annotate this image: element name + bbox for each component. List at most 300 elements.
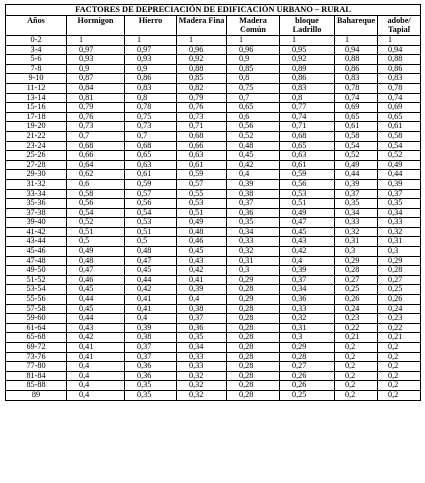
factor-cell: 0,97 [67, 45, 125, 55]
factor-cell: 0,37 [125, 352, 177, 362]
factor-cell: 0,2 [335, 390, 378, 400]
factor-cell: 0,79 [177, 93, 227, 103]
factor-cell: 0,35 [177, 333, 227, 343]
table-row [6, 295, 421, 305]
factor-cell: 0,63 [125, 160, 177, 170]
factor-cell: 1 [227, 36, 280, 46]
factor-cell: 0,35 [378, 199, 421, 209]
factor-cell: 0,68 [125, 141, 177, 151]
table-row [6, 189, 421, 199]
factor-cell: 0,48 [177, 227, 227, 237]
factor-cell: 0,44 [335, 170, 378, 180]
factor-cell: 1 [280, 36, 335, 46]
factor-cell: 0,74 [280, 112, 335, 122]
factor-cell: 0,37 [280, 275, 335, 285]
years-cell: 33-34 [6, 189, 67, 199]
factor-cell: 0,58 [335, 131, 378, 141]
factor-cell: 0,86 [280, 74, 335, 84]
factor-cell: 0,3 [378, 247, 421, 257]
factor-cell: 0,42 [125, 285, 177, 295]
factor-cell: 0,86 [378, 64, 421, 74]
factor-cell: 0,39 [227, 179, 280, 189]
factor-cell: 0,2 [378, 390, 421, 400]
factor-cell: 0,83 [378, 74, 421, 84]
factor-cell: 0,49 [67, 247, 125, 257]
factor-cell: 1 [125, 36, 177, 46]
table-row [6, 64, 421, 74]
factor-cell: 0,88 [177, 64, 227, 74]
factor-cell: 0,25 [378, 285, 421, 295]
factor-cell: 0,28 [335, 266, 378, 276]
factor-cell: 0,34 [177, 343, 227, 353]
years-cell: 35-36 [6, 199, 67, 209]
factor-cell: 0,93 [67, 55, 125, 65]
factor-cell: 0,25 [280, 390, 335, 400]
factor-cell: 0,82 [177, 83, 227, 93]
years-cell: 31-32 [6, 179, 67, 189]
factor-cell: 0,44 [67, 314, 125, 324]
years-cell: 17-18 [6, 112, 67, 122]
factor-cell: 0,3 [227, 266, 280, 276]
table-row [6, 170, 421, 180]
years-cell: 13-14 [6, 93, 67, 103]
factor-cell: 0,87 [67, 74, 125, 84]
factor-cell: 0,92 [177, 55, 227, 65]
factor-cell: 0,73 [177, 112, 227, 122]
factor-cell: 0,45 [177, 247, 227, 257]
factor-cell: 0,34 [335, 208, 378, 218]
table-row [6, 160, 421, 170]
years-cell: 3-4 [6, 45, 67, 55]
factor-cell: 0,83 [280, 83, 335, 93]
years-cell: 61-64 [6, 323, 67, 333]
table-row [6, 112, 421, 122]
factor-cell: 0,28 [227, 314, 280, 324]
factor-cell: 0,31 [378, 237, 421, 247]
factor-cell: 0,32 [177, 390, 227, 400]
years-cell: 25-26 [6, 151, 67, 161]
table-row [6, 74, 421, 84]
factor-cell: 0,41 [177, 275, 227, 285]
table-row [6, 381, 421, 391]
years-cell: 37-38 [6, 208, 67, 218]
factor-cell: 0,52 [378, 151, 421, 161]
factor-cell: 0,58 [67, 189, 125, 199]
factor-cell: 0,76 [177, 103, 227, 113]
factor-cell: 0,35 [125, 381, 177, 391]
years-cell: 5-6 [6, 55, 67, 65]
factor-cell: 0,63 [280, 151, 335, 161]
years-cell: 73-76 [6, 352, 67, 362]
factor-cell: 0,78 [125, 103, 177, 113]
factor-cell: 0,37 [335, 189, 378, 199]
factor-cell: 0,55 [177, 189, 227, 199]
factor-cell: 0,88 [378, 55, 421, 65]
factor-cell: 0,64 [67, 160, 125, 170]
factor-cell: 0,43 [177, 256, 227, 266]
factor-cell: 0,53 [280, 189, 335, 199]
years-cell: 11-12 [6, 83, 67, 93]
factor-cell: 0,74 [378, 93, 421, 103]
factor-cell: 0,46 [67, 275, 125, 285]
col-header-adobe-tapial: adobe/ Tapial [378, 16, 421, 36]
factor-cell: 0,97 [125, 45, 177, 55]
factor-cell: 0,52 [227, 131, 280, 141]
table-row [6, 256, 421, 266]
factor-cell: 0,39 [378, 179, 421, 189]
factor-cell: 0,9 [67, 64, 125, 74]
years-cell: 53-54 [6, 285, 67, 295]
factor-cell: 0,36 [280, 295, 335, 305]
table-row [6, 55, 421, 65]
factor-cell: 0,4 [227, 170, 280, 180]
table-row [6, 179, 421, 189]
table-row [6, 208, 421, 218]
factor-cell: 0,56 [280, 179, 335, 189]
factor-cell: 0,26 [335, 295, 378, 305]
factor-cell: 0,33 [280, 304, 335, 314]
factor-cell: 0,31 [280, 323, 335, 333]
factor-cell: 0,45 [280, 227, 335, 237]
factor-cell: 0,28 [227, 304, 280, 314]
factor-cell: 0,47 [280, 218, 335, 228]
factor-cell: 0,86 [335, 64, 378, 74]
factor-cell: 0,65 [125, 151, 177, 161]
factor-cell: 0,73 [67, 122, 125, 132]
depreciation-table [5, 4, 421, 401]
years-cell: 19-20 [6, 122, 67, 132]
factor-cell: 0,35 [227, 218, 280, 228]
factor-cell: 0,33 [335, 218, 378, 228]
factor-cell: 0,28 [227, 381, 280, 391]
factor-cell: 0,65 [227, 103, 280, 113]
factor-cell: 0,33 [177, 352, 227, 362]
factor-cell: 0,7 [67, 131, 125, 141]
factor-cell: 0,85 [177, 74, 227, 84]
header-row [6, 16, 421, 36]
years-cell: 9-10 [6, 74, 67, 84]
table-row [6, 343, 421, 353]
factor-cell: 0,85 [227, 64, 280, 74]
factor-cell: 0,49 [335, 160, 378, 170]
factor-cell: 0,32 [280, 314, 335, 324]
factor-cell: 0,4 [67, 390, 125, 400]
years-cell: 0-2 [6, 36, 67, 46]
factor-cell: 0,29 [280, 343, 335, 353]
table-row [6, 227, 421, 237]
col-header-bahareque: Bahareque [335, 16, 378, 36]
years-cell: 65-68 [6, 333, 67, 343]
table-row [6, 151, 421, 161]
col-header-hormigon: Hormigon [67, 16, 125, 36]
factor-cell: 0,21 [335, 333, 378, 343]
years-cell: 29-30 [6, 170, 67, 180]
factor-cell: 0,21 [378, 333, 421, 343]
factor-cell: 1 [177, 36, 227, 46]
factor-cell: 0,73 [125, 122, 177, 132]
factor-cell: 0,37 [125, 343, 177, 353]
factor-cell: 0,47 [67, 266, 125, 276]
factor-cell: 0,75 [227, 83, 280, 93]
factor-cell: 0,42 [227, 160, 280, 170]
depreciation-document [5, 4, 420, 401]
factor-cell: 0,8 [125, 93, 177, 103]
factor-cell: 0,84 [67, 83, 125, 93]
years-cell: 77-80 [6, 362, 67, 372]
factor-cell: 0,51 [177, 208, 227, 218]
factor-cell: 0,8 [227, 74, 280, 84]
factor-cell: 0,5 [67, 237, 125, 247]
years-cell: 47-48 [6, 256, 67, 266]
table-row [6, 122, 421, 132]
factor-cell: 0,29 [335, 256, 378, 266]
factor-cell: 0,23 [335, 314, 378, 324]
years-cell: 69-72 [6, 343, 67, 353]
col-header-hierro: Hierro [125, 16, 177, 36]
factor-cell: 0,4 [125, 314, 177, 324]
table-row [6, 266, 421, 276]
factor-cell: 0,95 [280, 45, 335, 55]
table-row [6, 237, 421, 247]
years-cell: 15-16 [6, 103, 67, 113]
factor-cell: 0,2 [378, 381, 421, 391]
factor-cell: 0,9 [227, 55, 280, 65]
years-cell: 51-52 [6, 275, 67, 285]
factor-cell: 0,48 [227, 141, 280, 151]
factor-cell: 0,43 [67, 323, 125, 333]
factor-cell: 0,28 [378, 266, 421, 276]
factor-cell: 0,86 [125, 74, 177, 84]
factor-cell: 0,57 [177, 179, 227, 189]
factor-cell: 0,2 [378, 352, 421, 362]
factor-cell: 0,32 [227, 247, 280, 257]
factor-cell: 0,41 [67, 343, 125, 353]
factor-cell: 0,37 [177, 314, 227, 324]
factor-cell: 0,78 [378, 83, 421, 93]
factor-cell: 0,9 [125, 64, 177, 74]
factor-cell: 0,4 [67, 371, 125, 381]
col-header-bloque-ladrillo: bloque Ladrillo [280, 16, 335, 36]
factor-cell: 0,56 [67, 199, 125, 209]
col-header-madera-fina: Madera Fina [177, 16, 227, 36]
factor-cell: 0,28 [227, 362, 280, 372]
factor-cell: 0,54 [67, 208, 125, 218]
factor-cell: 0,38 [177, 304, 227, 314]
factor-cell: 0,77 [280, 103, 335, 113]
factor-cell: 0,2 [335, 352, 378, 362]
factor-cell: 0,25 [335, 285, 378, 295]
table-row [6, 314, 421, 324]
factor-cell: 0,27 [280, 362, 335, 372]
factor-cell: 0,68 [177, 131, 227, 141]
factor-cell: 0,2 [335, 371, 378, 381]
years-cell: 27-28 [6, 160, 67, 170]
factor-cell: 0,3 [335, 247, 378, 257]
factor-cell: 0,41 [67, 352, 125, 362]
factor-cell: 1 [335, 36, 378, 46]
table-row [6, 285, 421, 295]
factor-cell: 0,52 [67, 218, 125, 228]
factor-cell: 0,24 [335, 304, 378, 314]
factor-cell: 0,94 [335, 45, 378, 55]
factor-cell: 0,69 [378, 103, 421, 113]
factor-cell: 0,4 [177, 295, 227, 305]
years-cell: 23-24 [6, 141, 67, 151]
factor-cell: 0,61 [125, 170, 177, 180]
factor-cell: 0,36 [125, 371, 177, 381]
factor-cell: 0,34 [227, 227, 280, 237]
factor-cell: 0,63 [177, 151, 227, 161]
factor-cell: 0,32 [177, 381, 227, 391]
factor-cell: 0,6 [227, 112, 280, 122]
factor-cell: 0,59 [177, 170, 227, 180]
factor-cell: 0,46 [177, 237, 227, 247]
factor-cell: 0,57 [125, 189, 177, 199]
factor-cell: 0,54 [125, 208, 177, 218]
factor-cell: 0,81 [67, 93, 125, 103]
factor-cell: 0,51 [125, 227, 177, 237]
factor-cell: 0,36 [125, 362, 177, 372]
factor-cell: 0,34 [378, 208, 421, 218]
factor-cell: 0,89 [280, 64, 335, 74]
table-row [6, 93, 421, 103]
factor-cell: 0,32 [177, 371, 227, 381]
factor-cell: 0,4 [67, 362, 125, 372]
factor-cell: 0,31 [335, 237, 378, 247]
factor-cell: 0,39 [177, 285, 227, 295]
table-row [6, 83, 421, 93]
factor-cell: 0,71 [280, 122, 335, 132]
factor-cell: 0,62 [67, 170, 125, 180]
factor-cell: 0,28 [227, 323, 280, 333]
factor-cell: 0,44 [125, 275, 177, 285]
factor-cell: 0,27 [378, 275, 421, 285]
factor-cell: 0,48 [125, 247, 177, 257]
factor-cell: 0,76 [67, 112, 125, 122]
factor-cell: 0,39 [335, 179, 378, 189]
factor-cell: 0,88 [335, 55, 378, 65]
factor-cell: 0,83 [335, 74, 378, 84]
factor-cell: 0,49 [378, 160, 421, 170]
factor-cell: 0,28 [280, 352, 335, 362]
factor-cell: 0,28 [227, 390, 280, 400]
factor-cell: 0,61 [177, 160, 227, 170]
factor-cell: 0,56 [227, 122, 280, 132]
factor-cell: 0,79 [67, 103, 125, 113]
factor-cell: 0,28 [227, 352, 280, 362]
factor-cell: 0,49 [280, 208, 335, 218]
factor-cell: 0,43 [280, 237, 335, 247]
col-header-anos: Años [6, 16, 67, 36]
factor-cell: 0,29 [227, 275, 280, 285]
factor-cell: 0,3 [280, 333, 335, 343]
factor-cell: 0,59 [280, 170, 335, 180]
table-row [6, 275, 421, 285]
table-title: FACTORES DE DEPRECIACIÓN DE EDIFICACIÓN URBANO – RURAL [6, 5, 421, 16]
factor-cell: 0,33 [378, 218, 421, 228]
factor-cell: 0,28 [227, 285, 280, 295]
factor-cell: 0,65 [335, 112, 378, 122]
factor-cell: 0,26 [280, 371, 335, 381]
factor-cell: 0,78 [335, 83, 378, 93]
factor-cell: 0,32 [335, 227, 378, 237]
factor-cell: 0,5 [125, 237, 177, 247]
factor-cell: 0,42 [67, 333, 125, 343]
years-cell: 85-88 [6, 381, 67, 391]
factor-cell: 0,61 [378, 122, 421, 132]
factor-cell: 0,29 [227, 295, 280, 305]
factor-cell: 0,68 [67, 141, 125, 151]
years-cell: 89 [6, 390, 67, 400]
years-cell: 41-42 [6, 227, 67, 237]
factor-cell: 0,52 [335, 151, 378, 161]
factor-cell: 0,45 [227, 151, 280, 161]
factor-cell: 0,38 [227, 189, 280, 199]
factor-cell: 0,33 [177, 362, 227, 372]
factor-cell: 0,74 [335, 93, 378, 103]
factor-cell: 0,36 [227, 208, 280, 218]
table-row [6, 45, 421, 55]
years-cell: 7-8 [6, 64, 67, 74]
years-cell: 57-58 [6, 304, 67, 314]
factor-cell: 0,24 [378, 304, 421, 314]
factor-cell: 0,27 [335, 275, 378, 285]
table-row [6, 36, 421, 46]
factor-cell: 0,35 [125, 390, 177, 400]
factor-cell: 0,26 [280, 381, 335, 391]
factor-cell: 0,38 [125, 333, 177, 343]
factor-cell: 0,2 [335, 362, 378, 372]
factor-cell: 0,65 [280, 141, 335, 151]
factor-cell: 0,47 [125, 256, 177, 266]
factor-cell: 0,29 [378, 256, 421, 266]
factor-cell: 1 [378, 36, 421, 46]
years-cell: 45-46 [6, 247, 67, 257]
table-row [6, 304, 421, 314]
factor-cell: 0,75 [125, 112, 177, 122]
factor-cell: 0,66 [177, 141, 227, 151]
factor-cell: 0,2 [378, 371, 421, 381]
factor-cell: 0,26 [378, 295, 421, 305]
factor-cell: 0,39 [280, 266, 335, 276]
col-header-madera-comun: Madera Común [227, 16, 280, 36]
factor-cell: 0,33 [227, 237, 280, 247]
factor-cell: 0,49 [177, 218, 227, 228]
years-cell: 81-84 [6, 371, 67, 381]
factor-cell: 0,42 [177, 266, 227, 276]
years-cell: 55-56 [6, 295, 67, 305]
factor-cell: 0,51 [67, 227, 125, 237]
factor-cell: 0,92 [280, 55, 335, 65]
factor-cell: 0,93 [125, 55, 177, 65]
factor-cell: 0,45 [67, 285, 125, 295]
factor-cell: 0,2 [378, 343, 421, 353]
factor-cell: 0,4 [280, 256, 335, 266]
factor-cell: 0,2 [335, 343, 378, 353]
factor-cell: 0,48 [67, 256, 125, 266]
years-cell: 39-40 [6, 218, 67, 228]
factor-cell: 0,23 [378, 314, 421, 324]
factor-cell: 0,96 [227, 45, 280, 55]
table-row [6, 323, 421, 333]
table-row [6, 218, 421, 228]
factor-cell: 0,32 [378, 227, 421, 237]
factor-cell: 0,39 [125, 323, 177, 333]
table-row [6, 371, 421, 381]
factor-cell: 0,45 [125, 266, 177, 276]
factor-cell: 0,34 [280, 285, 335, 295]
factor-cell: 0,61 [280, 160, 335, 170]
